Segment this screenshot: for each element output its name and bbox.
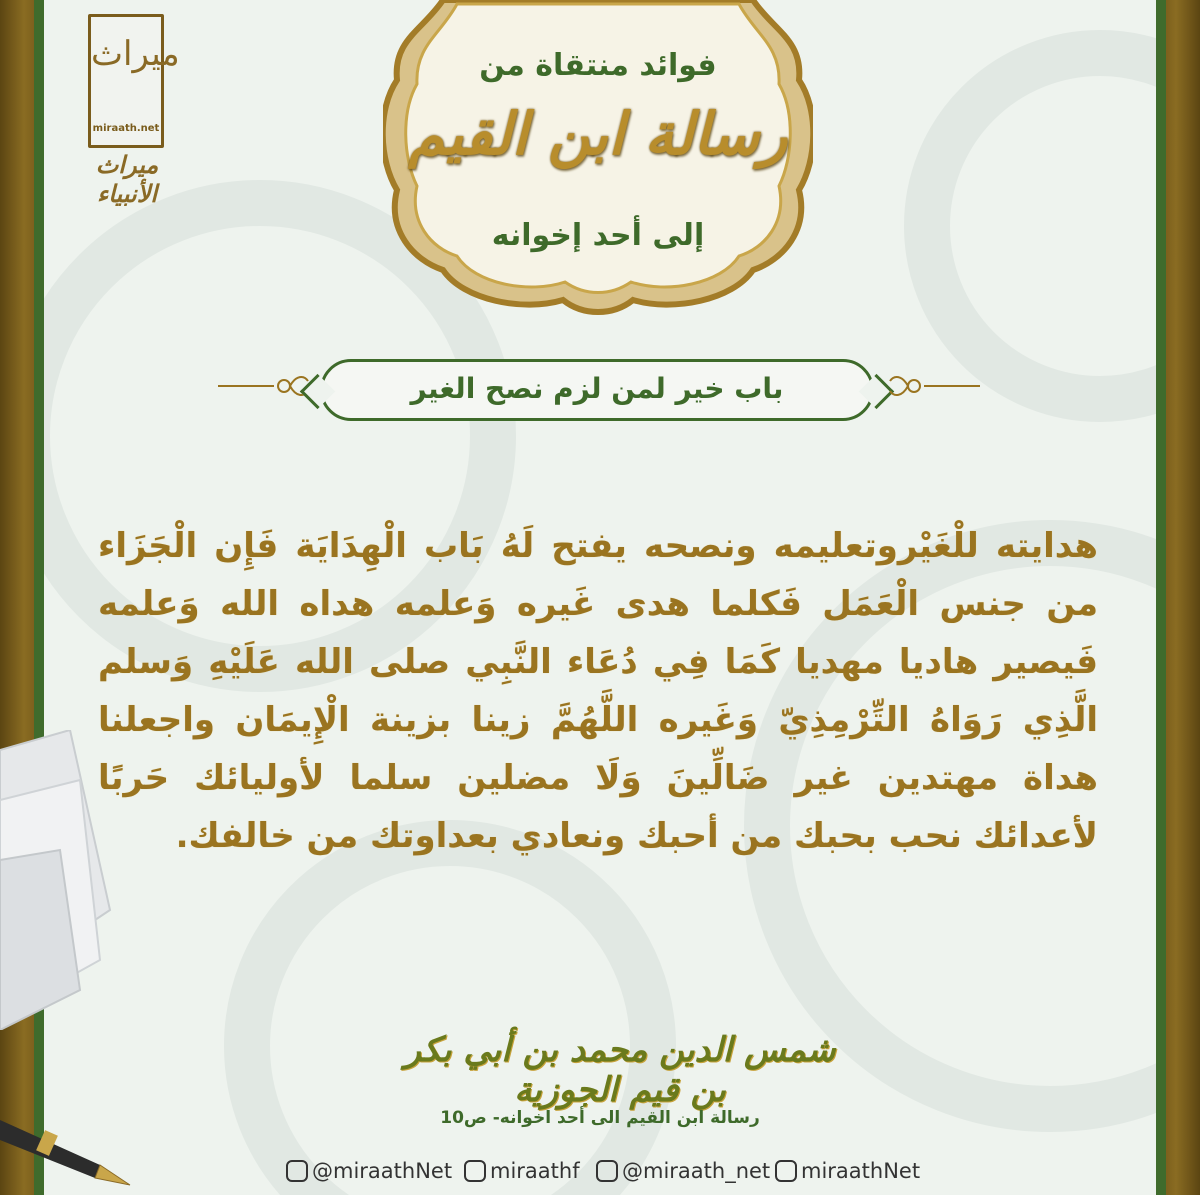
header-line-3: إلى أحد إخوانه — [491, 218, 705, 253]
watermark-swirl — [224, 820, 676, 1195]
header-title: رسالة ابن القيم — [408, 100, 788, 168]
youtube-icon — [775, 1160, 797, 1182]
facebook-handle: miraathf — [490, 1159, 580, 1183]
section-title: باب خير لمن لزم نصح الغير — [410, 372, 784, 405]
logo-name: ميراث الأنبياء — [95, 150, 159, 208]
youtube-handle: miraathNet — [801, 1159, 921, 1183]
fountain-pen-icon — [0, 1110, 140, 1195]
left-ornament-icon — [218, 371, 310, 401]
social-youtube[interactable] — [775, 1156, 920, 1186]
social-instagram[interactable] — [596, 1156, 770, 1186]
facebook-icon — [464, 1160, 486, 1182]
body-paragraph: هدايته للْغَيْروتعليمه ونصحه يفتح لَهُ بَاب الْهِدَايَة فَإِن الْجَزَاء من جنس الْعَمَل فَكلما هدى غَيره وَعلمه هداه الله وَعلمه فَيصير هاديا مهديا كَمَا فِي دُعَاء النَّبِي صلى الله عَلَيْهِ وَسلم الَّذِي رَوَاهُ التِّرْمِذِيّ وَغَيره اللَّهُمَّ زينا بزينة الْإِيمَان واجعلنا هداة مهتدين غير ضَالِّينَ وَلَا مضلين سلما لأوليائك حَربًا لأعدائك نحب بحبك من أحبك ونعادي بعداوتك من خالفك. — [98, 526, 1098, 856]
paper-stack-decoration — [0, 730, 120, 1030]
social-twitter[interactable] — [286, 1156, 452, 1186]
right-ornament-icon — [888, 371, 980, 401]
instagram-icon — [596, 1160, 618, 1182]
source-citation: رسالة ابن القيم الى أحد اخوانه- ص10 — [440, 1108, 760, 1128]
logo-emblem — [88, 14, 180, 148]
section-title-banner — [320, 359, 874, 421]
logo-url: miraath.net — [92, 123, 160, 134]
logo-glyph: ميراث — [91, 34, 180, 74]
watermark-swirl — [904, 30, 1156, 422]
twitter-handle: @miraathNet — [312, 1159, 453, 1183]
header-medallion — [383, 0, 813, 315]
instagram-handle: @miraath_net — [622, 1159, 771, 1183]
header-line-1: فوائد منتقاة من — [479, 48, 717, 83]
author-signature: شمس الدين محمد بن أبي بكر بن قيم الجوزية — [404, 1030, 836, 1110]
twitter-icon — [286, 1160, 308, 1182]
social-facebook[interactable] — [464, 1156, 580, 1186]
miraath-logo — [62, 14, 192, 208]
